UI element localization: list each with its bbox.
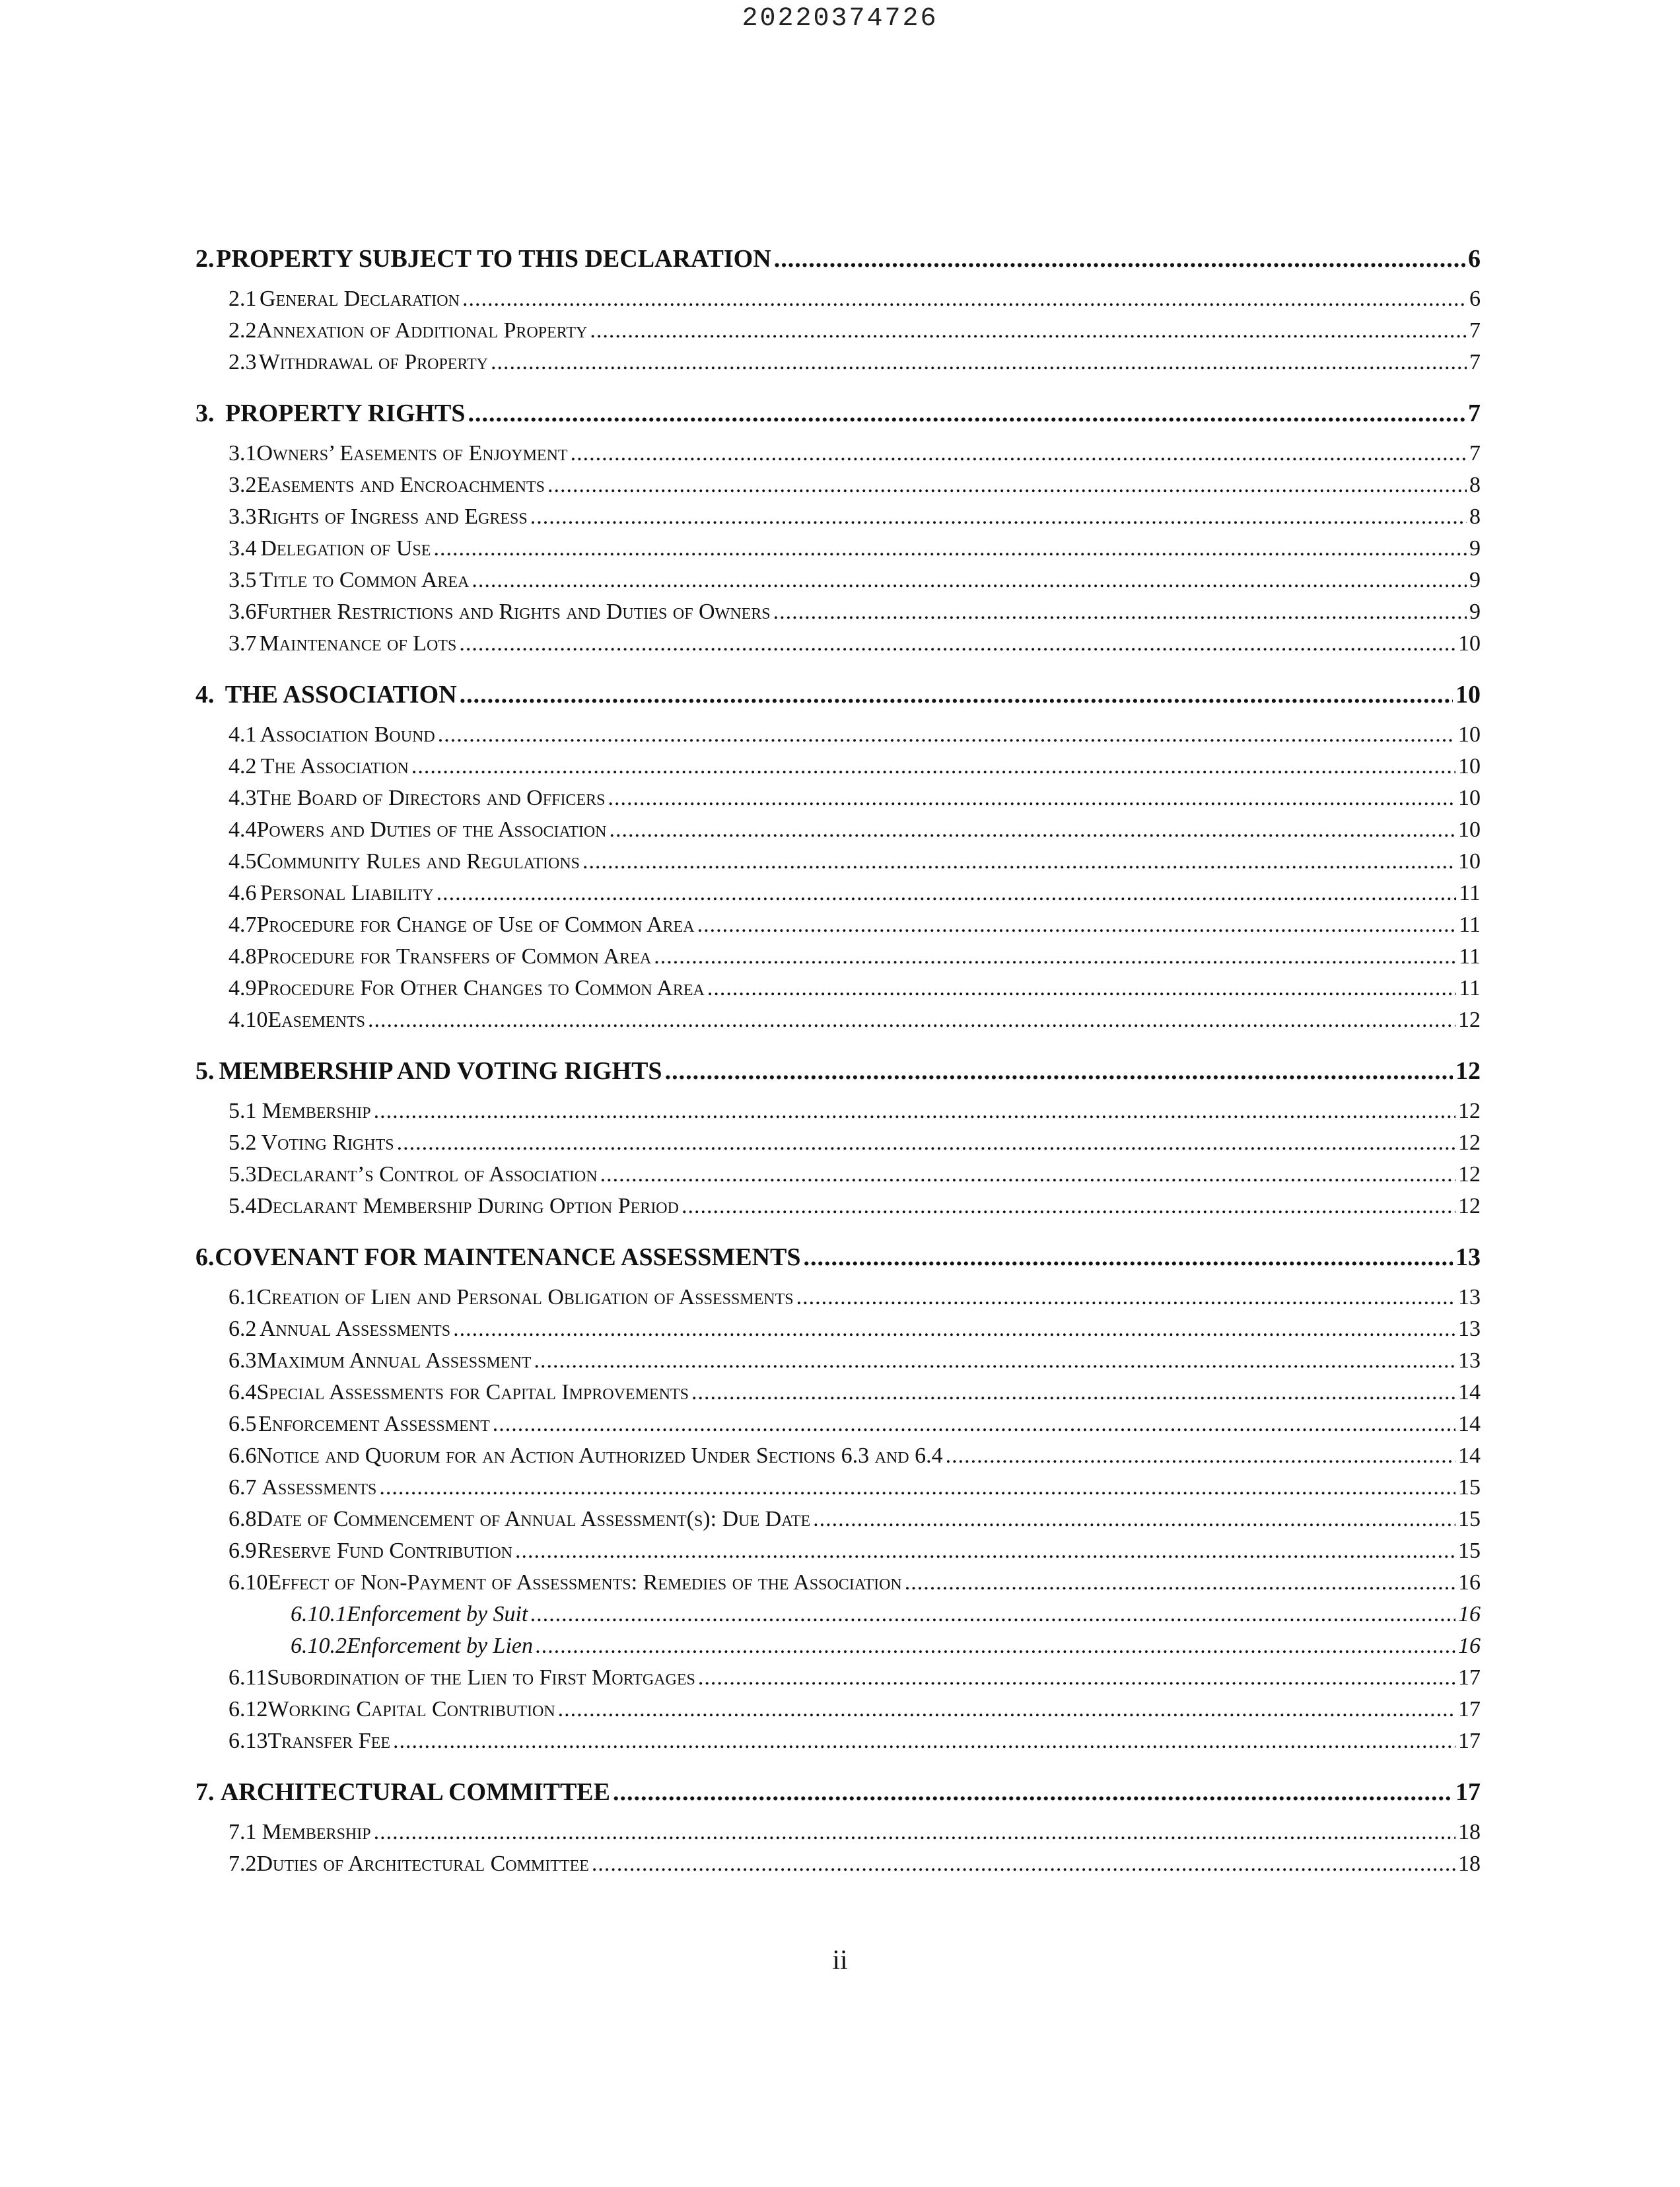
section-title: PROPERTY RIGHTS <box>225 399 466 427</box>
toc-subsection-list <box>195 1099 1481 1226</box>
toc-subsection-row <box>195 1348 1481 1380</box>
toc-subsection-row <box>195 473 1481 504</box>
dot-leader <box>459 631 1455 656</box>
subsection-number: 4.8 <box>228 944 257 969</box>
subsection-page: 12 <box>1458 1008 1481 1032</box>
subsection-number: 4.9 <box>228 976 257 1000</box>
subsection-number: 4.10 <box>228 1008 268 1032</box>
toc-subsection-list <box>195 441 1481 663</box>
subsection-number: 4.4 <box>228 817 257 842</box>
subsection-page: 15 <box>1458 1507 1481 1531</box>
subsection-title: Date of Commencement of Annual Assessment(s): Due Date <box>256 1507 811 1531</box>
section-page: 12 <box>1455 1057 1481 1085</box>
subsection-page: 10 <box>1458 631 1481 656</box>
subsection-number: 6.3 <box>228 1348 257 1373</box>
subsection-title: Title to Common Area <box>259 568 470 592</box>
toc-subsection-row <box>195 568 1481 600</box>
subsection-number: 3.6 <box>228 600 257 624</box>
subsection-number: 6.12 <box>228 1697 268 1721</box>
dot-leader <box>530 504 1467 530</box>
subsection-title: Association Bound <box>260 722 435 747</box>
subsection-title: The Association <box>260 754 409 779</box>
subsection-number: 6.2 <box>228 1317 257 1341</box>
subsection-title: Delegation of Use <box>260 536 431 561</box>
dot-leader <box>368 1008 1455 1033</box>
toc-subsection-row <box>195 1697 1481 1729</box>
toc-section-row <box>195 244 1481 276</box>
section-number: 5. <box>195 1057 215 1085</box>
dot-leader <box>491 350 1467 375</box>
dot-leader <box>774 244 1465 273</box>
dot-leader <box>654 944 1456 969</box>
toc-subsection-row <box>195 1412 1481 1443</box>
subsection-page: 6 <box>1469 287 1481 311</box>
subsection-number: 5.2 <box>228 1130 257 1155</box>
subsection-number: 6.13 <box>228 1729 268 1753</box>
section-title: COVENANT FOR MAINTENANCE ASSESSMENTS <box>215 1243 801 1271</box>
toc-subsection-row <box>195 1507 1481 1539</box>
subsection-page: 13 <box>1458 1348 1481 1373</box>
section-page: 6 <box>1468 245 1481 273</box>
subsection-title: Maximum Annual Assessment <box>257 1348 532 1373</box>
toc-subsection-row <box>195 1130 1481 1162</box>
subsection-number: 2.2 <box>228 318 257 343</box>
subsection-number: 3.3 <box>228 504 257 529</box>
subsection-page: 8 <box>1469 504 1481 529</box>
subsection-title: Reserve Fund Contribution <box>258 1539 513 1563</box>
toc-subsection-row <box>195 441 1481 473</box>
subsection-number: 4.3 <box>228 786 257 810</box>
subsection-number: 6.11 <box>228 1665 267 1690</box>
toc-subsection-row <box>195 1475 1481 1507</box>
section-page: 13 <box>1455 1243 1481 1271</box>
section-number: 6. <box>195 1243 215 1271</box>
dot-leader <box>613 1778 1453 1807</box>
subsection-page: 11 <box>1459 881 1481 905</box>
subsection-page: 13 <box>1458 1317 1481 1341</box>
subsection-page: 8 <box>1469 473 1481 497</box>
subsection-title: Enforcement Assessment <box>258 1412 490 1436</box>
dot-leader <box>813 1507 1455 1532</box>
toc-section-row <box>195 1778 1481 1809</box>
subsection-page: 10 <box>1458 754 1481 779</box>
subsection-page: 10 <box>1458 849 1481 874</box>
dot-leader <box>592 1852 1455 1877</box>
subsection-title: General Declaration <box>260 287 460 311</box>
subsection-page: 16 <box>1458 1634 1481 1658</box>
subsection-number: 4.7 <box>228 913 257 937</box>
toc-subsection-row <box>195 631 1481 663</box>
section-number: 4. <box>195 681 215 709</box>
subsection-title: Owners’ Easements of Enjoyment <box>256 441 568 466</box>
toc-subsection-row <box>195 1852 1481 1883</box>
subsection-number: 7.1 <box>228 1820 257 1844</box>
toc-subsubsection-row <box>195 1602 1481 1634</box>
toc-subsection-list <box>195 1820 1481 1883</box>
subsection-number: 6.7 <box>228 1475 257 1500</box>
dot-leader <box>697 913 1457 938</box>
dot-leader <box>571 441 1467 466</box>
subsection-title: Duties of Architectural Committee <box>256 1852 589 1876</box>
subsection-page: 7 <box>1469 318 1481 343</box>
subsection-title: Declarant’s Control of Association <box>256 1162 598 1187</box>
dot-leader <box>468 399 1465 428</box>
section-title: ARCHITECTURAL COMMITTEE <box>220 1778 610 1806</box>
subsection-page: 17 <box>1458 1697 1481 1721</box>
dot-leader <box>698 1665 1455 1690</box>
subsection-page: 7 <box>1469 441 1481 466</box>
subsection-page: 10 <box>1458 722 1481 747</box>
toc-subsection-row <box>195 849 1481 881</box>
dot-leader <box>515 1539 1455 1564</box>
subsection-page: 17 <box>1458 1665 1481 1690</box>
dot-leader <box>600 1162 1455 1187</box>
dot-leader <box>530 1602 1455 1627</box>
subsection-page: 12 <box>1458 1099 1481 1123</box>
subsection-page: 9 <box>1469 568 1481 592</box>
toc-subsection-row <box>195 1194 1481 1226</box>
subsection-page: 18 <box>1458 1820 1481 1844</box>
toc-subsection-row <box>195 817 1481 849</box>
toc-subsection-row <box>195 976 1481 1008</box>
toc-subsection-row <box>195 536 1481 568</box>
toc-subsection-row <box>195 350 1481 382</box>
toc-subsection-list <box>195 287 1481 382</box>
dot-leader <box>460 680 1453 709</box>
subsection-page: 12 <box>1458 1194 1481 1218</box>
dot-leader <box>905 1570 1455 1595</box>
subsection-title: Membership <box>262 1099 371 1123</box>
subsection-title: Voting Rights <box>261 1130 394 1155</box>
subsection-title: Maintenance of Lots <box>259 631 457 656</box>
toc-section-row <box>195 1243 1481 1274</box>
subsection-page: 11 <box>1459 976 1481 1000</box>
toc-subsection-row <box>195 287 1481 318</box>
subsection-number: 3.1 <box>228 441 257 466</box>
toc-section-row <box>195 680 1481 712</box>
toc-subsubsection-row <box>195 1634 1481 1665</box>
subsection-number: 6.5 <box>228 1412 257 1436</box>
dot-leader <box>472 568 1467 593</box>
toc-subsection-row <box>195 318 1481 350</box>
toc-subsection-list <box>195 722 1481 1039</box>
subsection-number: 4.6 <box>228 881 257 905</box>
toc-subsection-row <box>195 722 1481 754</box>
toc-subsection-row <box>195 1285 1481 1317</box>
dot-leader <box>946 1443 1455 1469</box>
subsection-page: 11 <box>1459 913 1481 937</box>
section-number: 7. <box>195 1778 215 1806</box>
subsection-title: Working Capital Contribution <box>267 1697 555 1721</box>
subsection-number: 2.1 <box>228 287 257 311</box>
subsection-title: Easements and Encroachments <box>257 473 545 497</box>
subsection-title: Rights of Ingress and Egress <box>257 504 528 529</box>
toc-subsection-row <box>195 944 1481 976</box>
toc-subsection-row <box>195 1665 1481 1697</box>
dot-leader <box>493 1412 1455 1437</box>
subsection-number: 3.4 <box>228 536 257 561</box>
section-page: 17 <box>1455 1778 1481 1806</box>
subsection-page: 10 <box>1458 817 1481 842</box>
dot-leader <box>665 1057 1453 1086</box>
dot-leader <box>796 1285 1455 1310</box>
dot-leader <box>411 754 1455 779</box>
subsection-page: 14 <box>1458 1412 1481 1436</box>
section-title: MEMBERSHIP AND VOTING RIGHTS <box>219 1057 662 1085</box>
subsection-number: 3.2 <box>228 473 257 497</box>
dot-leader <box>773 600 1467 625</box>
subsection-number: 5.1 <box>228 1099 257 1123</box>
subsection-number: 6.4 <box>228 1380 257 1405</box>
subsection-title: Withdrawal of Property <box>258 350 489 374</box>
toc-subsection-row <box>195 1380 1481 1412</box>
dot-leader <box>374 1099 1455 1124</box>
subsection-title: Declarant Membership During Option Period <box>256 1194 679 1218</box>
dot-leader <box>462 287 1467 312</box>
subsection-number: 6.10.2 <box>291 1634 347 1658</box>
toc-subsection-row <box>195 786 1481 817</box>
subsection-number: 2.3 <box>228 350 257 374</box>
subsection-title: Community Rules and Regulations <box>256 849 580 874</box>
dot-leader <box>536 1634 1455 1659</box>
subsection-page: 18 <box>1458 1852 1481 1876</box>
dot-leader <box>691 1380 1455 1405</box>
section-page: 10 <box>1455 681 1481 709</box>
toc-subsection-row <box>195 754 1481 786</box>
subsection-number: 5.3 <box>228 1162 257 1187</box>
subsection-number: 7.2 <box>228 1852 257 1876</box>
subsection-page: 13 <box>1458 1285 1481 1309</box>
subsection-title: The Board of Directors and Officers <box>256 786 606 810</box>
subsection-title: Personal Liability <box>260 881 434 905</box>
subsection-number: 6.6 <box>228 1443 257 1468</box>
dot-leader <box>608 786 1455 811</box>
subsection-number: 4.5 <box>228 849 257 874</box>
section-number: 2. <box>195 245 215 273</box>
subsection-title: Enforcement by Suit <box>347 1602 528 1626</box>
section-title: THE ASSOCIATION <box>225 681 457 709</box>
subsection-title: Transfer Fee <box>267 1729 391 1753</box>
toc-section-row <box>195 399 1481 431</box>
dot-leader <box>534 1348 1455 1373</box>
dot-leader <box>609 817 1455 843</box>
subsection-number: 6.1 <box>228 1285 257 1309</box>
toc-subsection-row <box>195 1317 1481 1348</box>
dot-leader <box>582 849 1455 874</box>
subsection-page: 12 <box>1458 1130 1481 1155</box>
subsection-page: 15 <box>1458 1475 1481 1500</box>
subsection-title: Further Restrictions and Rights and Duties of Owners <box>256 600 771 624</box>
toc-subsection-row <box>195 504 1481 536</box>
toc-subsection-row <box>195 1099 1481 1130</box>
subsection-number: 6.10.1 <box>291 1602 347 1626</box>
dot-leader <box>803 1243 1453 1272</box>
subsection-page: 14 <box>1458 1443 1481 1468</box>
subsection-page: 9 <box>1469 536 1481 561</box>
dot-leader <box>590 318 1467 343</box>
dot-leader <box>393 1729 1455 1754</box>
toc-subsection-row <box>195 913 1481 944</box>
subsection-number: 3.5 <box>228 568 257 592</box>
dot-leader <box>438 722 1455 747</box>
dot-leader <box>682 1194 1455 1219</box>
subsection-number: 5.4 <box>228 1194 257 1218</box>
toc-subsection-row <box>195 1539 1481 1570</box>
toc-subsection-row <box>195 881 1481 913</box>
dot-leader <box>453 1317 1455 1342</box>
subsection-title: Subordination of the Lien to First Mortgages <box>267 1665 695 1690</box>
subsection-page: 14 <box>1458 1380 1481 1405</box>
subsection-number: 6.9 <box>228 1539 257 1563</box>
subsection-title: Special Assessments for Capital Improvements <box>256 1380 689 1405</box>
subsection-title: Annexation of Additional Property <box>256 318 588 343</box>
toc-subsection-list <box>195 1285 1481 1760</box>
dot-leader <box>558 1697 1455 1722</box>
dot-leader <box>437 881 1457 906</box>
toc-subsection-row <box>195 1729 1481 1760</box>
toc-section-row <box>195 1057 1481 1088</box>
subsection-number: 6.8 <box>228 1507 257 1531</box>
toc-subsection-row <box>195 1008 1481 1039</box>
subsection-page: 7 <box>1469 350 1481 374</box>
dot-leader <box>397 1130 1455 1156</box>
subsection-title: Annual Assessments <box>259 1317 451 1341</box>
subsection-title: Procedure for Change of Use of Common Area <box>256 913 695 937</box>
subsection-title: Creation of Lien and Personal Obligation of Assessments <box>256 1285 794 1309</box>
subsection-number: 3.7 <box>228 631 257 656</box>
toc-subsection-row <box>195 1570 1481 1602</box>
dot-leader <box>374 1820 1455 1845</box>
subsection-number: 4.2 <box>228 754 257 779</box>
subsection-page: 15 <box>1458 1539 1481 1563</box>
section-title: PROPERTY SUBJECT TO THIS DECLARATION <box>216 245 771 273</box>
subsection-page: 9 <box>1469 600 1481 624</box>
subsection-title: Easements <box>267 1008 365 1032</box>
dot-leader <box>707 976 1456 1001</box>
subsection-title: Membership <box>262 1820 371 1844</box>
section-page: 7 <box>1468 399 1481 427</box>
subsection-number: 6.10 <box>228 1570 268 1595</box>
subsection-page: 11 <box>1459 944 1481 969</box>
subsection-title: Enforcement by Lien <box>347 1634 533 1658</box>
toc-subsection-row <box>195 600 1481 631</box>
page-number: ii <box>832 1945 848 1976</box>
subsection-page: 16 <box>1458 1602 1481 1626</box>
toc-subsection-row <box>195 1820 1481 1852</box>
dot-leader <box>379 1475 1455 1500</box>
subsection-page: 17 <box>1458 1729 1481 1753</box>
section-number: 3. <box>195 399 215 427</box>
toc-subsection-row <box>195 1162 1481 1194</box>
subsection-number: 4.1 <box>228 722 257 747</box>
document-number: 20220374726 <box>742 4 938 34</box>
subsection-title: Assessments <box>262 1475 377 1500</box>
subsection-title: Notice and Quorum for an Action Authorized Under Sections 6.3 and 6.4 <box>256 1443 943 1468</box>
dot-leader <box>433 536 1467 561</box>
subsection-page: 12 <box>1458 1162 1481 1187</box>
subsection-title: Procedure for Transfers of Common Area <box>256 944 652 969</box>
subsection-title: Powers and Duties of the Association <box>256 817 607 842</box>
subsection-page: 10 <box>1458 786 1481 810</box>
toc-subsection-row <box>195 1443 1481 1475</box>
subsection-title: Procedure For Other Changes to Common Area <box>256 976 705 1000</box>
subsection-page: 16 <box>1458 1570 1481 1595</box>
table-of-contents <box>195 244 1481 1883</box>
subsection-title: Effect of Non-Payment of Assessments: Remedies of the Association <box>267 1570 902 1595</box>
dot-leader <box>547 473 1467 498</box>
